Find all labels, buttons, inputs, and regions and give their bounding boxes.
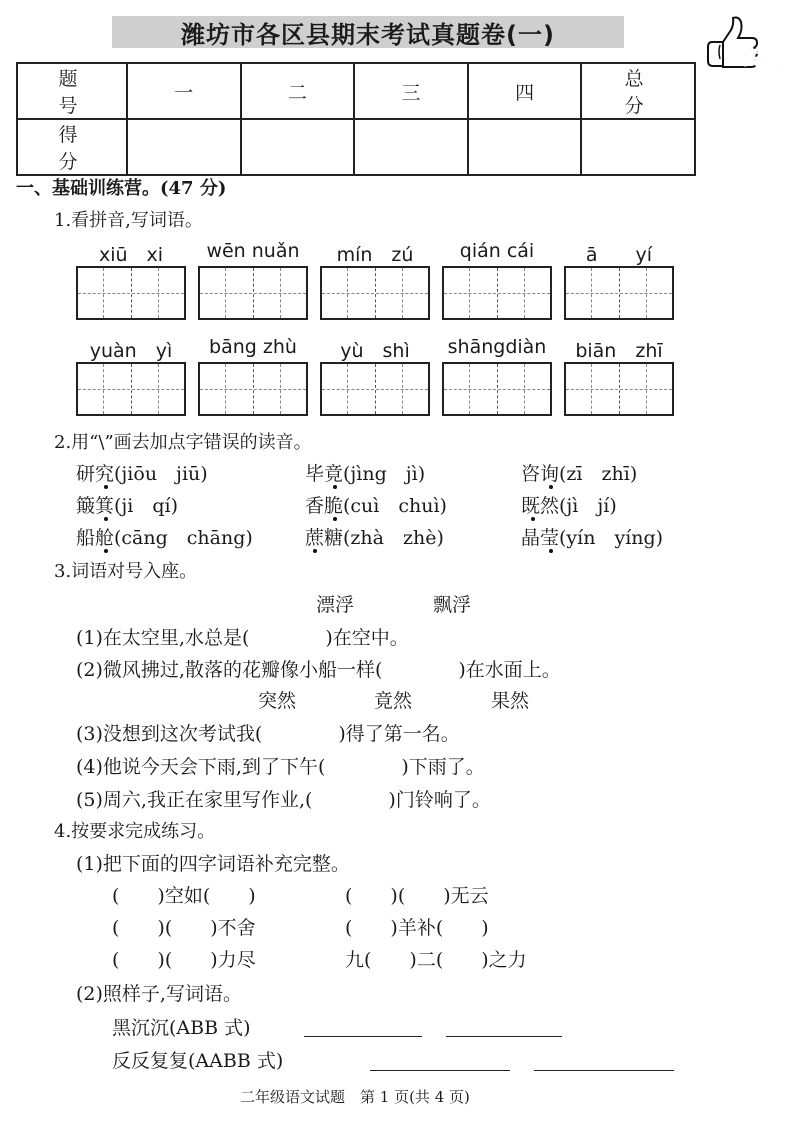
- pinyin-label: wēn nuǎn: [206, 240, 300, 262]
- pronunciation-item[interactable]: 船舱(cāng chāng): [76, 527, 253, 549]
- word-choice: 突然: [258, 690, 297, 712]
- score-table-header-row: [17, 63, 695, 119]
- emphasis-dot: [104, 517, 108, 521]
- pinyin-label: yù shì: [340, 340, 410, 362]
- score-table-score-row: [17, 119, 695, 175]
- pinyin-label: qián cái: [459, 240, 535, 262]
- fill-sentence[interactable]: (1)在太空里,水总是( )在空中。: [76, 627, 409, 649]
- writing-grid[interactable]: [198, 362, 308, 416]
- question-3-prompt: 3.词语对号入座。: [54, 561, 198, 582]
- pronunciation-item[interactable]: 簸箕(ji qí): [76, 495, 179, 517]
- question-2-prompt: 2.用“\”画去加点字错误的读音。: [54, 432, 312, 453]
- pronunciation-item[interactable]: 毕竟(jìng jì): [305, 463, 426, 485]
- score-table-cell: 二: [241, 63, 355, 119]
- page-footer: 二年级语文试题 第 1 页(共 4 页): [240, 1088, 470, 1106]
- writing-grid[interactable]: [442, 266, 552, 320]
- pinyin-label: biān zhī: [575, 340, 663, 362]
- score-input-cell[interactable]: [354, 119, 468, 175]
- emphasis-dot: [333, 485, 337, 489]
- pinyin-label: mín zú: [336, 244, 414, 266]
- word-choice: 竟然: [374, 690, 413, 712]
- fill-sentence[interactable]: (5)周六,我正在家里写作业,( )门铃响了。: [76, 789, 491, 811]
- thumbs-up-icon: [706, 12, 792, 70]
- emphasis-dot: [333, 517, 337, 521]
- score-input-cell[interactable]: [468, 119, 582, 175]
- example-word: 反反复复(AABB 式): [112, 1050, 284, 1072]
- fill-sentence[interactable]: (4)他说今天会下雨,到了下午( )下雨了。: [76, 756, 485, 778]
- score-input-cell[interactable]: [581, 119, 695, 175]
- writing-grid[interactable]: [76, 362, 186, 416]
- pronunciation-item[interactable]: 香脆(cuì chuì): [305, 495, 447, 517]
- answer-line[interactable]: [534, 1070, 674, 1071]
- writing-grid[interactable]: [564, 362, 674, 416]
- answer-line[interactable]: [304, 1036, 422, 1037]
- idiom-blank[interactable]: ( )空如( ): [112, 885, 256, 907]
- word-choice: 果然: [491, 690, 530, 712]
- writing-grid[interactable]: [320, 266, 430, 320]
- idiom-blank[interactable]: ( )( )无云: [345, 885, 489, 907]
- pronunciation-item[interactable]: 研究(jiōu jiū): [76, 463, 208, 485]
- score-table-cell: 三: [354, 63, 468, 119]
- pronunciation-item[interactable]: 既然(jì jí): [521, 495, 617, 517]
- score-table-cell: 题 号: [17, 63, 127, 119]
- score-input-cell[interactable]: [127, 119, 241, 175]
- score-table-cell: 一: [127, 63, 241, 119]
- pinyin-label: xiū xi: [98, 244, 164, 266]
- emphasis-dot: [531, 517, 535, 521]
- free-badge: [706, 12, 792, 70]
- example-word: 黑沉沉(ABB 式): [112, 1017, 251, 1039]
- idiom-blank[interactable]: ( )羊补( ): [345, 917, 489, 939]
- answer-line[interactable]: [446, 1036, 562, 1037]
- score-table: [16, 62, 696, 176]
- page-title: 潍坊市各区县期末考试真题卷(一): [112, 16, 624, 48]
- writing-grid[interactable]: [564, 266, 674, 320]
- score-table-cell: 得 分: [17, 119, 127, 175]
- emphasis-dot: [549, 485, 553, 489]
- pinyin-label: shāngdiàn: [447, 336, 547, 358]
- word-choice: 漂浮: [316, 594, 355, 616]
- question-4-prompt: 4.按要求完成练习。: [54, 821, 216, 842]
- score-input-cell[interactable]: [241, 119, 355, 175]
- sub-question-1: (1)把下面的四字词语补充完整。: [76, 853, 350, 875]
- writing-grid[interactable]: [198, 266, 308, 320]
- emphasis-dot: [104, 549, 108, 553]
- pronunciation-item[interactable]: 蔗糖(zhà zhè): [305, 527, 444, 549]
- idiom-blank[interactable]: 九( )二( )之力: [345, 949, 527, 971]
- idiom-blank[interactable]: ( )( )不舍: [112, 917, 256, 939]
- emphasis-dot: [313, 549, 317, 553]
- question-1-prompt: 1.看拼音,写词语。: [54, 210, 203, 231]
- emphasis-dot: [549, 549, 553, 553]
- pinyin-label: yuàn yì: [89, 340, 173, 362]
- word-choice: 飘浮: [433, 594, 472, 616]
- writing-grid[interactable]: [320, 362, 430, 416]
- badge-text: 免费: [744, 45, 784, 69]
- emphasis-dot: [104, 485, 108, 489]
- writing-grid[interactable]: [442, 362, 552, 416]
- answer-line[interactable]: [370, 1070, 510, 1071]
- pronunciation-item[interactable]: 晶莹(yín yíng): [521, 527, 664, 549]
- section-heading: 一、基础训练营。(47 分): [16, 178, 227, 199]
- writing-grid[interactable]: [76, 266, 186, 320]
- pinyin-label: ā yí: [585, 244, 653, 266]
- score-table-cell: 四: [468, 63, 582, 119]
- pinyin-label: bāng zhù: [209, 336, 297, 358]
- pronunciation-item[interactable]: 咨询(zī zhī): [521, 463, 638, 485]
- idiom-blank[interactable]: ( )( )力尽: [112, 949, 256, 971]
- score-table-cell: 总 分: [581, 63, 695, 119]
- sub-question-2: (2)照样子,写词语。: [76, 983, 242, 1005]
- fill-sentence[interactable]: (2)微风拂过,散落的花瓣像小船一样( )在水面上。: [76, 659, 561, 681]
- fill-sentence[interactable]: (3)没想到这次考试我( )得了第一名。: [76, 723, 460, 745]
